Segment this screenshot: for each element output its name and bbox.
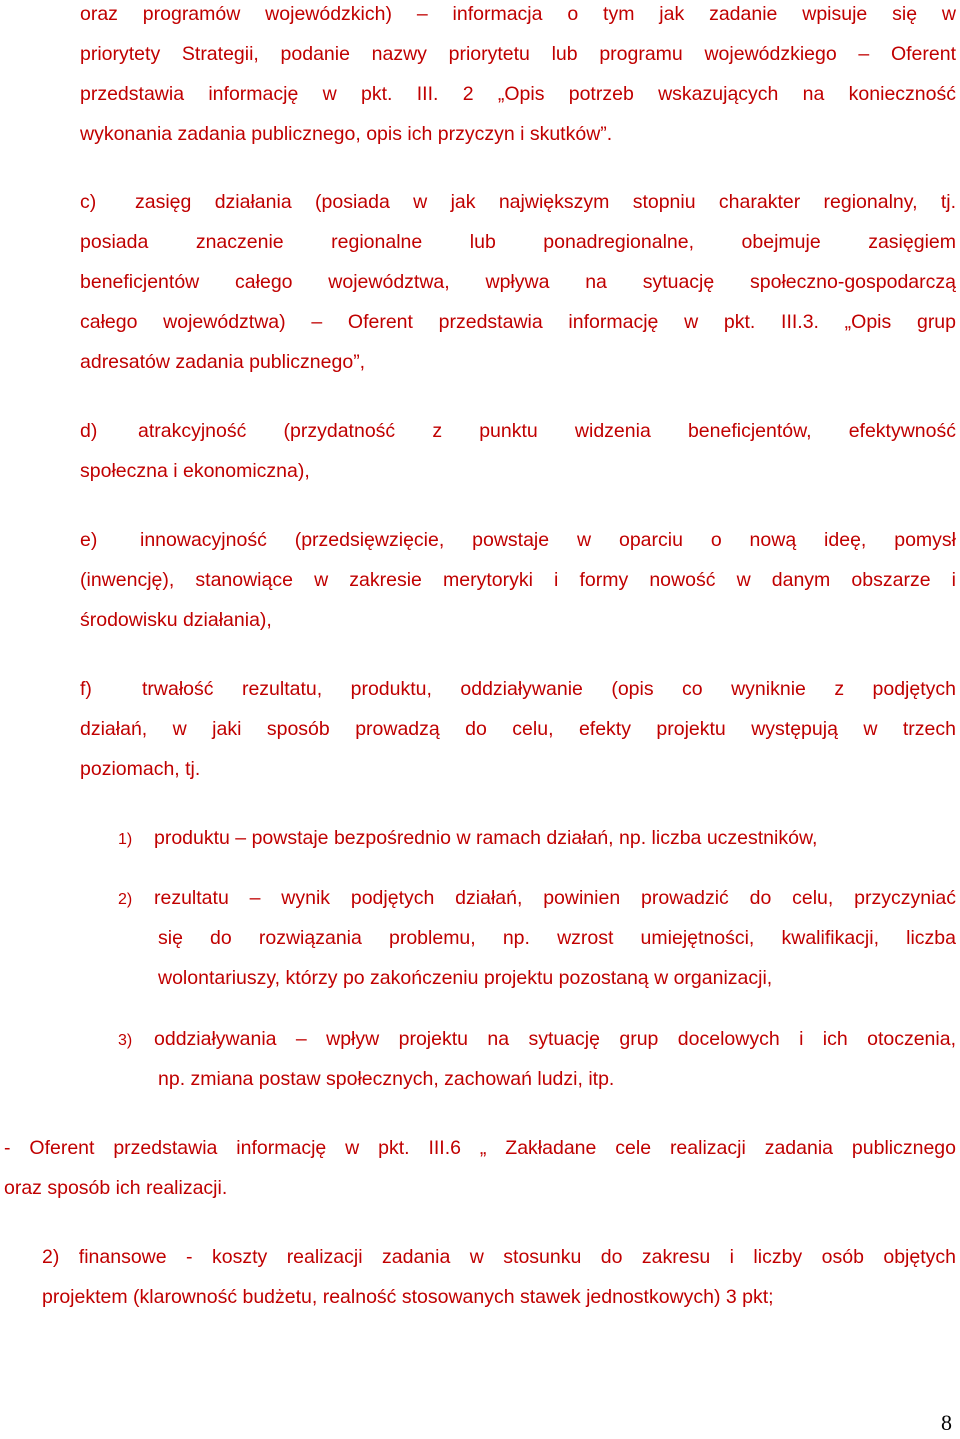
page-number: 8 bbox=[941, 1410, 952, 1435]
text-line bbox=[80, 520, 956, 560]
text-line: (inwencję), stanowiące w zakresie merytoryki i formy nowość w danym obszarze i bbox=[80, 569, 956, 591]
text-line: oraz programów wojewódzkich) – informacja o tym jak zadanie wpisuje się w bbox=[80, 3, 956, 25]
sub-item-1-text: produktu – powstaje bezpośrednio w ramach działań, np. liczba uczestników, bbox=[154, 827, 818, 849]
continuation-paragraph bbox=[80, 0, 956, 154]
item-c-first-line: zasięg działania (posiada w jak największym stopniu charakter regionalny, tj. bbox=[135, 191, 956, 213]
item-e bbox=[80, 520, 956, 640]
text-line: projektem (klarowność budżetu, realność stosowanych stawek jednostkowych) 3 pkt; bbox=[42, 1286, 774, 1308]
text-line: wykonania zadania publicznego, opis ich przyczyn i skutków”. bbox=[80, 123, 613, 145]
oferent-note-paragraph bbox=[4, 1128, 956, 1208]
text-line: 2) finansowe - koszty realizacji zadania w stosunku do zakresu i liczby osób objętych bbox=[42, 1246, 956, 1268]
finance-criterion bbox=[42, 1237, 956, 1317]
text-line: poziomach, tj. bbox=[80, 758, 201, 780]
sub-item-3-continuation bbox=[158, 1059, 956, 1099]
sub-item-3-text: oddziaływania – wpływ projektu na sytuację grup docelowych i ich otoczenia, bbox=[154, 1028, 956, 1050]
item-d bbox=[80, 411, 956, 491]
text-line: społeczna i ekonomiczna), bbox=[80, 460, 310, 482]
item-f-first-line: trwałość rezultatu, produktu, oddziaływanie (opis co wyniknie z podjętych bbox=[142, 678, 956, 700]
text-line: adresatów zadania publicznego”, bbox=[80, 351, 366, 373]
text-line: przedstawia informację w pkt. III. 2 „Opis potrzeb wskazujących na konieczność bbox=[80, 83, 956, 105]
sub-item-1 bbox=[118, 818, 938, 858]
text-line bbox=[118, 1019, 956, 1059]
text-line: priorytety Strategii, podanie nazwy priorytetu lub programu wojewódzkiego – Oferent bbox=[80, 43, 956, 65]
item-c bbox=[80, 182, 956, 382]
item-c-label: c) bbox=[80, 191, 97, 213]
sub-item-1-number: 1) bbox=[118, 831, 133, 848]
sub-item-3 bbox=[118, 1019, 956, 1059]
text-line: wolontariuszy, którzy po zakończeniu projektu pozostaną w organizacji, bbox=[158, 967, 773, 989]
sub-item-2-number: 2) bbox=[118, 891, 133, 908]
text-line bbox=[80, 669, 956, 709]
text-line bbox=[80, 182, 956, 222]
text-line: beneficjentów całego województwa, wpływa na sytuację społeczno-gospodarczą bbox=[80, 271, 956, 293]
item-e-first-line: innowacyjność (przedsięwzięcie, powstaje w oparciu o nową ideę, pomysł bbox=[140, 529, 956, 551]
text-line bbox=[118, 818, 938, 858]
text-line: posiada znaczenie regionalne lub ponadregionalne, obejmuje zasięgiem bbox=[80, 231, 956, 253]
text-line: działań, w jaki sposób prowadzą do celu, efekty projektu występują w trzech bbox=[80, 718, 956, 740]
item-d-first-line: atrakcyjność (przydatność z punktu widzenia beneficjentów, efektywność bbox=[138, 420, 956, 442]
item-f bbox=[80, 669, 956, 789]
text-line: - Oferent przedstawia informację w pkt. III.6 „ Zakładane cele realizacji zadania publicznego bbox=[4, 1137, 956, 1159]
sub-item-2-text: rezultatu – wynik podjętych działań, powinien prowadzić do celu, przyczyniać bbox=[154, 887, 956, 909]
item-e-label: e) bbox=[80, 529, 98, 551]
text-line: np. zmiana postaw społecznych, zachowań ludzi, itp. bbox=[158, 1068, 615, 1090]
text-line bbox=[80, 411, 956, 451]
text-line: środowisku działania), bbox=[80, 609, 272, 631]
item-d-label: d) bbox=[80, 420, 98, 442]
text-line bbox=[118, 878, 956, 918]
item-f-label: f) bbox=[80, 678, 92, 700]
sub-item-2-continuation bbox=[158, 918, 956, 998]
sub-item-2 bbox=[118, 878, 956, 918]
sub-item-3-number: 3) bbox=[118, 1032, 133, 1049]
text-line: oraz sposób ich realizacji. bbox=[4, 1177, 228, 1199]
text-line: się do rozwiązania problemu, np. wzrost umiejętności, kwalifikacji, liczba bbox=[158, 927, 956, 949]
text-line: całego województwa) – Oferent przedstawia informację w pkt. III.3. „Opis grup bbox=[80, 311, 956, 333]
